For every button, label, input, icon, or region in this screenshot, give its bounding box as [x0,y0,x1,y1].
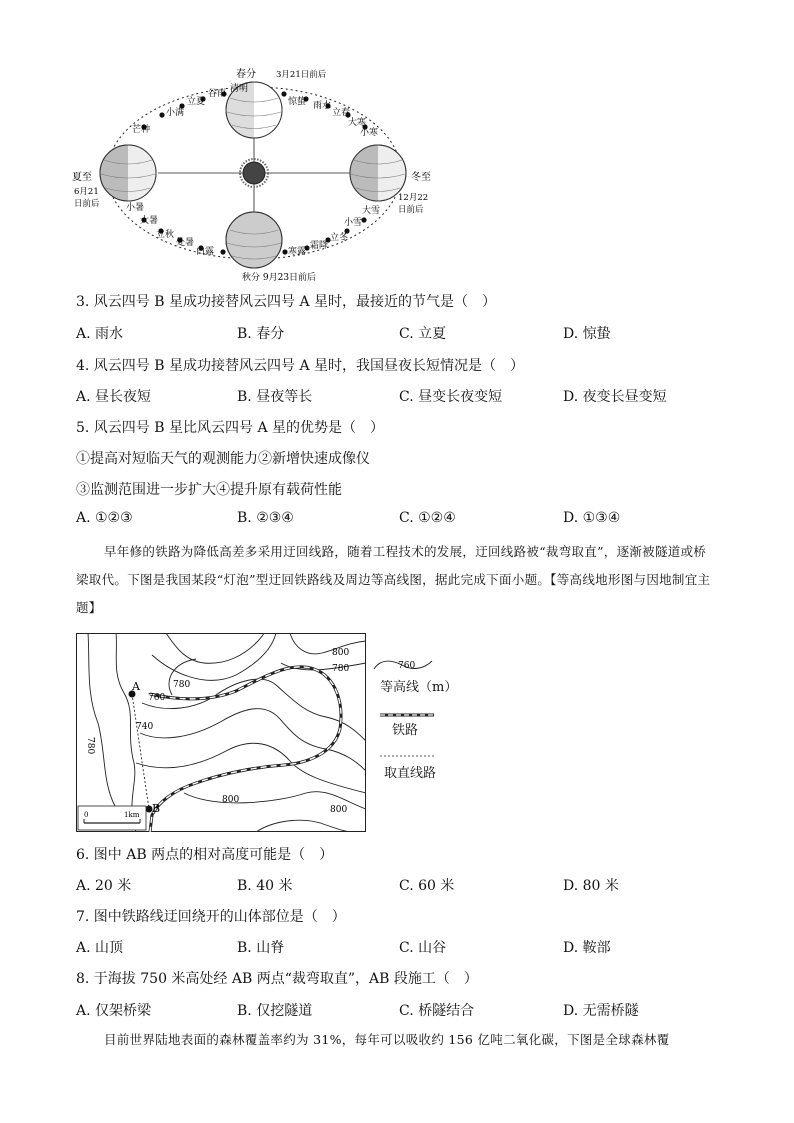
q4-option-c[interactable]: C. 昼变长夜变短 [399,389,503,405]
scale-label-1km: 1km [124,811,140,819]
contour-label-780-right: 780 [332,664,350,674]
q8-option-b[interactable]: B. 仅挖隧道 [237,1003,313,1019]
q6-option-a[interactable]: A. 20 米 [76,878,132,894]
legend-contour-value: 760 [398,661,416,671]
term-xiaoman: 小满 [166,108,185,118]
q5-option-a[interactable]: A. ①②③ [76,510,133,526]
term-lixia: 立夏 [187,97,206,107]
contour-label-800-mid: 800 [222,795,240,805]
legend-contour-text: 等高线（m） [380,680,458,695]
label-summer-date2: 日前后 [74,199,100,209]
earth-summer-icon [100,145,156,201]
question-5-stem: 5. 风云四号 B 星比风云四号 A 星的优势是（ ） [76,420,385,436]
q3-option-a[interactable]: A. 雨水 [76,326,124,342]
q5-option-b[interactable]: B. ②③④ [237,510,294,526]
contour-map-svg [76,633,366,832]
question-7-stem: 7. 图中铁路线迂回绕开的山体部位是（ ） [76,909,346,925]
term-dahan: 大寒 [348,118,367,128]
term-dashu: 大暑 [140,216,159,226]
legend-rail-text: 铁路 [392,723,419,738]
contour-label-760: 760 [148,693,166,703]
passage-railway: 早年修的铁路为降低高差多采用迂回线路，随着工程技术的发展，迂回线路被“裁弯取直”，逐渐被隧道或桥梁取代。下图是我国某段“灯泡”型迂回铁路线及周边等高线图，据此完成下面小题。【等高线地形图与因地制宜主题】 [76,544,711,615]
label-summer: 夏至 [72,172,92,183]
q4-option-b[interactable]: B. 昼夜等长 [237,389,313,405]
term-liqiu: 立秋 [156,230,175,240]
label-autumn: 秋分 9月23日前后 [242,273,317,283]
scale-label-0: 0 [84,811,89,819]
question-8-stem: 8. 于海拔 750 米高处经 AB 两点“裁弯取直”，AB 段施工（ ） [76,971,478,987]
q7-option-d[interactable]: D. 鞍部 [563,940,611,956]
passage-forest: 目前世界陆地表面的森林覆盖率约为 31%，每年可以吸收约 156 亿吨二氧化碳，下图是全球森林覆 [104,1032,670,1047]
term-lichun: 立春 [332,108,351,118]
q3-option-d[interactable]: D. 惊蛰 [563,326,611,342]
term-yushui: 雨水 [313,101,332,111]
term-daxue: 大雪 [362,206,381,216]
q7-option-c[interactable]: C. 山谷 [399,940,447,956]
point-b-label: B [152,802,161,815]
q4-option-a[interactable]: A. 昼长夜短 [76,389,152,405]
contour-map [76,633,366,832]
q6-option-c[interactable]: C. 60 米 [399,878,455,894]
q7-option-b[interactable]: B. 山脊 [237,940,285,956]
q8-option-d[interactable]: D. 无需桥隧 [563,1003,639,1019]
contour-label-780-left: 780 [85,737,95,755]
q7-option-a[interactable]: A. 山顶 [76,940,124,956]
q5-option-c[interactable]: C. ①②④ [399,510,456,526]
term-mangzhong: 芒种 [132,125,151,135]
question-4-stem: 4. 风云四号 B 星成功接替风云四号 A 星时，我国昼夜长短情况是（ ） [76,358,525,374]
q6-option-b[interactable]: B. 40 米 [237,878,293,894]
question-6-stem: 6. 图中 AB 两点的相对高度可能是（ ） [76,847,334,863]
q5-option-d[interactable]: D. ①③④ [563,510,621,526]
contour-label-800-bottom: 800 [330,805,348,815]
label-spring: 春分 [236,69,256,80]
q4-option-d[interactable]: D. 夜变长昼变短 [563,389,667,405]
point-a-label: A [132,680,140,693]
term-xiaoxue: 小雪 [344,218,363,228]
sun-icon [243,162,265,184]
label-winter-date1: 12月22 [398,193,429,203]
term-guyu: 谷雨 [208,89,227,99]
label-winter: 冬至 [411,172,431,183]
legend-straight-text: 取直线路 [384,766,437,781]
term-lidong: 立冬 [330,233,349,243]
label-spring-date: 3月21日前后 [276,70,327,80]
term-hanlu: 寒露 [288,247,307,257]
q3-option-c[interactable]: C. 立夏 [399,326,447,342]
orbit-diagram [70,62,440,287]
label-winter-date2: 日前后 [398,205,424,215]
earth-autumn-icon [226,212,282,268]
question-3-stem: 3. 风云四号 B 星成功接替风云四号 A 星时，最接近的节气是（ ） [76,294,497,310]
term-bailu: 白露 [196,247,215,257]
term-shuangjiang: 霜降 [310,241,329,251]
contour-label-780-top: 780 [173,680,191,690]
term-jingzhe: 惊蛰 [288,97,307,107]
q6-option-d[interactable]: D. 80 米 [563,878,619,894]
q8-option-a[interactable]: A. 仅架桥梁 [76,1003,152,1019]
label-summer-date1: 6月21 [74,187,99,197]
q8-option-c[interactable]: C. 桥隧结合 [399,1003,475,1019]
question-5-statement-1: ①提高对短临天气的观测能力②新增快速成像仪 [76,451,370,467]
term-chushu: 处暑 [176,238,195,248]
q3-option-b[interactable]: B. 春分 [237,326,285,342]
contour-label-740: 740 [136,722,154,732]
orbit-svg [70,62,440,287]
term-xiaoshu: 小暑 [126,203,145,213]
question-5-statement-2: ③监测范围进一步扩大④提升原有载荷性能 [76,482,342,498]
term-qingming: 清明 [230,84,249,94]
term-xiaohan: 小寒 [360,128,379,138]
contour-label-800-top: 800 [332,648,350,658]
